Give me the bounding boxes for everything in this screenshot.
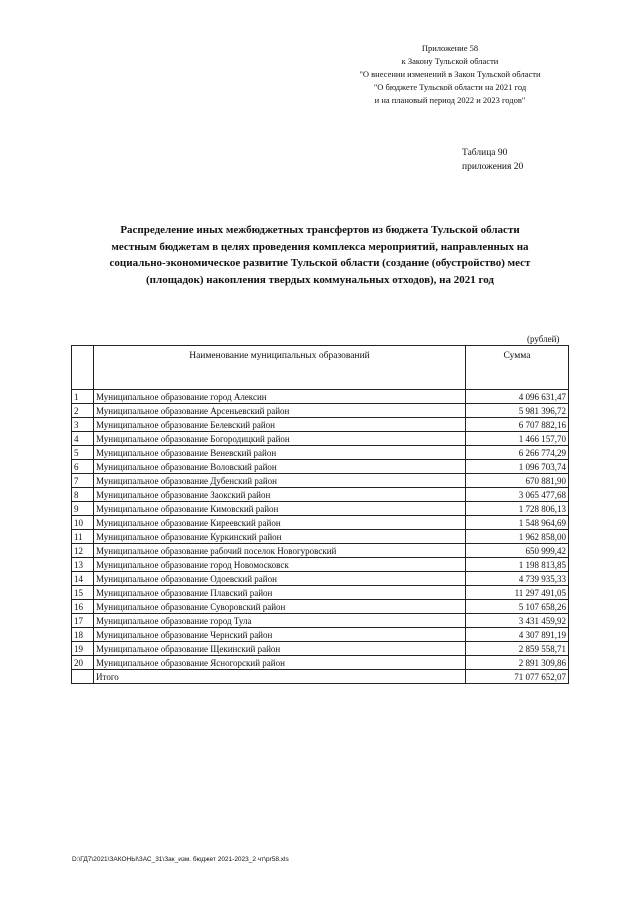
row-municipality: Муниципальное образование Белевский район xyxy=(94,418,466,432)
row-number: 2 xyxy=(72,404,94,418)
row-amount: 2 859 558,71 xyxy=(466,642,569,656)
row-municipality: Муниципальное образование город Новомосковск xyxy=(94,558,466,572)
units-label: (рублей) xyxy=(527,334,560,344)
table-row xyxy=(72,516,569,530)
header-num xyxy=(72,346,94,390)
table-row xyxy=(72,432,569,446)
row-municipality: Муниципальное образование Богородицкий район xyxy=(94,432,466,446)
row-number: 7 xyxy=(72,474,94,488)
row-amount: 1 466 157,70 xyxy=(466,432,569,446)
table-row xyxy=(72,600,569,614)
header-sum: Сумма xyxy=(466,346,569,390)
row-amount: 1 962 858,00 xyxy=(466,530,569,544)
row-number: 16 xyxy=(72,600,94,614)
row-number: 18 xyxy=(72,628,94,642)
appendix-line: Приложение 58 xyxy=(421,43,479,53)
table-ref-line: Таблица 90 xyxy=(462,148,508,158)
appendix-line: к Закону Тульской области xyxy=(401,56,499,66)
row-amount: 4 739 935,33 xyxy=(466,572,569,586)
row-municipality: Муниципальное образование Суворовский район xyxy=(94,600,466,614)
row-municipality: Муниципальное образование Одоевский район xyxy=(94,572,466,586)
table-row xyxy=(72,586,569,600)
row-amount: 1 096 703,74 xyxy=(466,460,569,474)
row-number: 17 xyxy=(72,614,94,628)
total-label: Итого xyxy=(94,670,466,684)
row-amount: 1 198 813,85 xyxy=(466,558,569,572)
row-amount: 670 881,90 xyxy=(466,474,569,488)
row-amount: 3 431 459,92 xyxy=(466,614,569,628)
row-number: 3 xyxy=(72,418,94,432)
row-number: 20 xyxy=(72,656,94,670)
table-row xyxy=(72,572,569,586)
row-amount: 6 266 774,29 xyxy=(466,446,569,460)
table-row xyxy=(72,614,569,628)
document-title xyxy=(60,222,580,288)
row-amount: 3 065 477,68 xyxy=(466,488,569,502)
row-number: 5 xyxy=(72,446,94,460)
row-amount: 4 307 891,19 xyxy=(466,628,569,642)
row-municipality: Муниципальное образование город Тула xyxy=(94,614,466,628)
appendix-line: "О бюджете Тульской области на 2021 год xyxy=(373,82,527,92)
table-row xyxy=(72,446,569,460)
row-number: 9 xyxy=(72,502,94,516)
row-municipality: Муниципальное образование Плавский район xyxy=(94,586,466,600)
table-row xyxy=(72,474,569,488)
table-ref-line: приложения 20 xyxy=(462,162,524,172)
table-row xyxy=(72,642,569,656)
table-row xyxy=(72,390,569,404)
row-number: 4 xyxy=(72,432,94,446)
table-row xyxy=(72,530,569,544)
total-num xyxy=(72,670,94,684)
row-municipality: Муниципальное образование Кимовский район xyxy=(94,502,466,516)
title-line: местным бюджетам в целях проведения комплекса мероприятий, направленных на xyxy=(111,240,529,253)
table-header-row xyxy=(72,346,569,390)
file-path-footer: D:\ГД7\2021\ЗАКОНЫ\ЗАС_31\Зак_изм. бюджет 2021-2023_2 чт\pr58.xls xyxy=(72,856,289,863)
row-number: 1 xyxy=(72,390,94,404)
total-row xyxy=(72,670,569,684)
row-amount: 4 096 631,47 xyxy=(466,390,569,404)
row-number: 14 xyxy=(72,572,94,586)
table-row xyxy=(72,488,569,502)
row-number: 19 xyxy=(72,642,94,656)
row-amount: 650 999,42 xyxy=(466,544,569,558)
total-sum: 71 077 652,07 xyxy=(466,670,569,684)
row-number: 15 xyxy=(72,586,94,600)
row-municipality: Муниципальное образование Заокский район xyxy=(94,488,466,502)
appendix-line: "О внесении изменений в Закон Тульской области xyxy=(359,69,541,79)
table-row xyxy=(72,502,569,516)
appendix-header xyxy=(300,42,600,107)
table-row xyxy=(72,404,569,418)
row-municipality: Муниципальное образование Веневский район xyxy=(94,446,466,460)
row-municipality: Муниципальное образование Куркинский район xyxy=(94,530,466,544)
title-line: социально-экономическое развитие Тульской области (создание (обустройство) мест xyxy=(109,257,531,269)
title-line: (площадок) накопления твердых коммунальных отходов), на 2021 год xyxy=(146,273,494,286)
row-number: 8 xyxy=(72,488,94,502)
table-row xyxy=(72,544,569,558)
row-amount: 5 981 396,72 xyxy=(466,404,569,418)
appendix-line: и на плановый период 2022 и 2023 годов" xyxy=(374,95,526,105)
table-row xyxy=(72,460,569,474)
row-municipality: Муниципальное образование Воловский район xyxy=(94,460,466,474)
row-municipality: Муниципальное образование Чернский район xyxy=(94,628,466,642)
header-name: Наименование муниципальных образований xyxy=(94,346,466,390)
table-reference xyxy=(462,146,523,174)
row-amount: 1 728 806,13 xyxy=(466,502,569,516)
row-number: 11 xyxy=(72,530,94,544)
row-amount: 6 707 882,16 xyxy=(466,418,569,432)
row-amount: 5 107 658,26 xyxy=(466,600,569,614)
row-amount: 11 297 491,05 xyxy=(466,586,569,600)
row-number: 10 xyxy=(72,516,94,530)
row-number: 12 xyxy=(72,544,94,558)
transfers-table xyxy=(71,345,569,684)
row-municipality: Муниципальное образование город Алексин xyxy=(94,390,466,404)
table-row xyxy=(72,656,569,670)
row-number: 6 xyxy=(72,460,94,474)
row-amount: 2 891 309,86 xyxy=(466,656,569,670)
row-municipality: Муниципальное образование Дубенский район xyxy=(94,474,466,488)
row-municipality: Муниципальное образование Арсеньевский район xyxy=(94,404,466,418)
row-municipality: Муниципальное образование Ясногорский район xyxy=(94,656,466,670)
table-row xyxy=(72,628,569,642)
row-municipality: Муниципальное образование рабочий поселок Новогуровский xyxy=(94,544,466,558)
row-municipality: Муниципальное образование Киреевский район xyxy=(94,516,466,530)
row-municipality: Муниципальное образование Щекинский район xyxy=(94,642,466,656)
table-row xyxy=(72,418,569,432)
row-amount: 1 548 964,69 xyxy=(466,516,569,530)
table-row xyxy=(72,558,569,572)
row-number: 13 xyxy=(72,558,94,572)
title-line: Распределение иных межбюджетных трансфертов из бюджета Тульской области xyxy=(120,224,520,236)
